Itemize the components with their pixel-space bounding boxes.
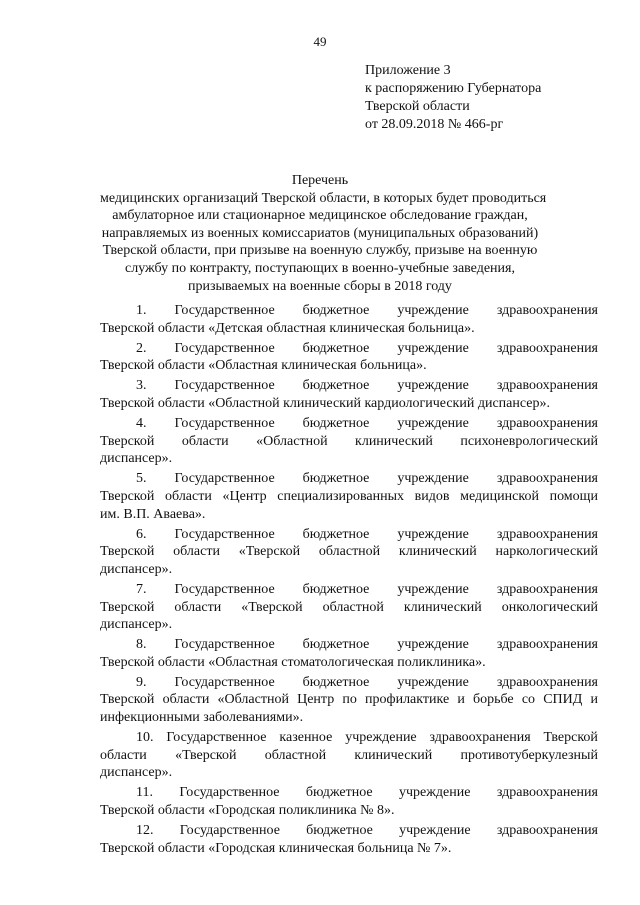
list-item-first-line <box>100 377 598 395</box>
list-item-word: учреждение <box>397 303 469 318</box>
list-item-text: области <box>100 747 147 763</box>
list-item <box>100 470 598 523</box>
list-item-text: клинический <box>398 544 477 560</box>
list-item-word: Государственное <box>174 416 275 432</box>
list-item-line <box>100 433 598 451</box>
list-item-word: учреждение <box>397 674 469 690</box>
list-item-text: клинический <box>403 599 482 615</box>
list-item-word: учреждение <box>399 785 471 801</box>
list-item-text: специализированных <box>277 488 405 504</box>
list-item <box>100 302 598 337</box>
list-item-text: Тверской <box>100 692 155 708</box>
list-item-line <box>100 543 598 561</box>
list-item-word: бюджетное <box>302 378 370 394</box>
list-item-text: профилактике <box>365 692 450 708</box>
list-item-text: области <box>174 599 222 615</box>
list-item-word: учреждение <box>397 526 469 542</box>
list-item-line <box>100 709 598 727</box>
appendix-line: от 28.09.2018 № 466-рг <box>365 117 504 132</box>
list-item-first-line <box>100 581 598 599</box>
list-item-word: Государственное <box>174 378 275 394</box>
list-item-text: Центр <box>297 692 335 708</box>
list-item-word: здравоохранения <box>496 471 598 487</box>
list-item-word: учреждение <box>397 378 469 394</box>
title-line: призываемых на военные сборы в 2018 году <box>188 278 452 294</box>
list-item-text: «Областной <box>217 692 289 708</box>
list-item-word: Государственное <box>179 823 280 839</box>
list-item-text: психоневрологический <box>460 433 598 449</box>
title-heading: Перечень <box>291 173 349 188</box>
list-item-word: учреждение <box>397 471 469 487</box>
list-item-text: диспансер». <box>100 617 173 633</box>
list-item-number: 2. <box>136 340 147 356</box>
list-item-word: здравоохранения <box>496 526 598 542</box>
list-item-text: Тверской <box>100 599 155 615</box>
list-item-text: Тверской области «Областная стоматологическая поликлиника». <box>100 654 486 670</box>
list-item-word: Государственное <box>174 471 275 487</box>
list-item-text: областной <box>264 747 327 763</box>
list-item-text: помощи <box>549 488 598 504</box>
list-item-first-line <box>100 784 598 802</box>
list-item-word: учреждение <box>397 340 469 356</box>
list-item-word: бюджетное <box>302 526 370 542</box>
list-item-text: клинический <box>355 433 433 449</box>
list-item-text: областной <box>322 599 384 615</box>
list-item <box>100 526 598 579</box>
list-item-text: Тверской <box>100 544 155 560</box>
list-item-word: учреждение <box>397 637 469 653</box>
list-item-word: бюджетное <box>302 303 370 318</box>
list-item-first-line <box>100 729 598 747</box>
list-item-number: 11. <box>136 785 153 801</box>
list-item-word: Государственное <box>174 526 275 542</box>
title-line: направляемых из военных комиссариатов (муниципальных образований) <box>101 225 539 241</box>
list-item-text: наркологический <box>495 544 598 560</box>
list-item <box>100 415 598 468</box>
list-item-word: бюджетное <box>302 416 370 432</box>
list-item-text: «Тверской <box>238 544 301 560</box>
list-item-word: здравоохранения <box>496 340 598 356</box>
list-item-text: клинический <box>354 747 433 763</box>
list-item-first-line <box>100 470 598 488</box>
list-item-number: 8. <box>136 637 147 653</box>
list-item-word: Государственное <box>166 730 267 746</box>
list-item-text: Тверской области «Городская клиническая больница № 7». <box>100 840 452 856</box>
list-item-word: учреждение <box>399 823 471 839</box>
list-item-number: 12. <box>136 823 154 839</box>
organization-list <box>100 302 598 860</box>
list-item-word: Государственное <box>174 637 275 653</box>
list-item-text: Тверской области «Областной клинический кардиологический диспансер». <box>100 395 550 411</box>
list-item-word: бюджетное <box>302 340 370 356</box>
list-item-word: Государственное <box>174 581 275 597</box>
appendix-block <box>365 62 541 134</box>
list-item-word: бюджетное <box>302 637 370 653</box>
list-item-word: здравоохранения <box>496 581 598 597</box>
list-item-text: борьбе <box>472 692 514 708</box>
list-item-text: области <box>162 692 210 708</box>
list-item-text: «Тверской <box>175 747 237 763</box>
list-item-word: бюджетное <box>302 471 370 487</box>
list-item-word: здравоохранения <box>496 303 598 318</box>
list-item-line <box>100 599 598 617</box>
list-item-text: области <box>181 433 229 449</box>
list-item-text: диспансер». <box>100 765 173 781</box>
list-item-text: Тверской области «Детская областная клиническая больница». <box>100 320 475 336</box>
list-item-text: Тверской области «Городская поликлиника № 8». <box>100 803 395 819</box>
list-item-first-line <box>100 674 598 692</box>
list-item-text: «Тверской <box>241 599 303 615</box>
list-item-text: по <box>342 692 357 708</box>
list-item-text: областной <box>318 544 381 560</box>
list-item-line <box>100 561 598 579</box>
list-item-word: учреждение <box>397 581 469 597</box>
list-item-number: 4. <box>136 416 147 432</box>
list-item-word: здравоохранения <box>496 637 598 653</box>
list-item-word: здравоохранения <box>429 730 531 746</box>
appendix-line: Тверской области <box>365 99 470 114</box>
list-item-text: и <box>590 692 598 708</box>
list-item-word: бюджетное <box>302 581 370 597</box>
list-item-number: 3. <box>136 378 147 394</box>
list-item <box>100 340 598 375</box>
list-item-first-line <box>100 526 598 544</box>
list-item-text: «Центр <box>222 488 267 504</box>
list-item-word: здравоохранения <box>496 823 598 839</box>
list-item <box>100 636 598 671</box>
list-item-text: им. В.П. Аваева». <box>100 506 206 522</box>
appendix-line: к распоряжению Губернатора <box>365 81 542 96</box>
list-item <box>100 822 598 857</box>
list-item-line <box>100 488 598 506</box>
title-line: службу по контракту, поступающих в военно-учебные заведения, <box>125 260 515 276</box>
list-item <box>100 377 598 412</box>
list-item-word: Государственное <box>179 785 280 801</box>
list-item-text: противотуберкулезный <box>460 747 598 763</box>
list-item-line <box>100 506 598 524</box>
list-item-text: Тверской <box>100 488 155 504</box>
list-item-first-line <box>100 302 598 320</box>
list-item-word: Государственное <box>174 674 275 690</box>
list-item-line <box>100 357 598 375</box>
list-item-text: «Областной <box>256 433 328 449</box>
list-item-number: 7. <box>136 581 147 597</box>
list-item-text: Тверской области «Областная клиническая больница». <box>100 358 427 374</box>
list-item-word: бюджетное <box>305 785 373 801</box>
list-item-first-line <box>100 636 598 654</box>
list-item-text: онкологический <box>501 599 598 615</box>
list-item-text: и <box>457 692 465 708</box>
list-item-first-line <box>100 415 598 433</box>
list-item-number: 10. <box>136 730 154 746</box>
list-item-text: видов <box>414 488 450 504</box>
list-item-line <box>100 747 598 765</box>
list-item <box>100 729 598 782</box>
list-item-word: учреждение <box>397 416 469 432</box>
list-item-line <box>100 395 598 413</box>
list-item-line <box>100 840 598 858</box>
list-item-text: инфекционными заболеваниями». <box>100 710 304 726</box>
list-item-text: Тверской <box>100 433 155 449</box>
title-line: амбулаторное или стационарное медицинское обследование граждан, <box>112 208 528 224</box>
list-item-line <box>100 764 598 782</box>
list-item-number: 6. <box>136 526 147 542</box>
list-item-line <box>100 616 598 634</box>
title-line: медицинских организаций Тверской области, в которых будет проводиться <box>100 190 547 206</box>
list-item-word: здравоохранения <box>496 785 598 801</box>
list-item-text: области <box>173 544 220 560</box>
list-item-line <box>100 654 598 672</box>
list-item-word: Государственное <box>174 340 275 356</box>
list-item-line <box>100 802 598 820</box>
list-item <box>100 581 598 634</box>
list-item-number: 9. <box>136 674 147 690</box>
title-line: Тверской области, при призыве на военную службу, призыве на военную <box>102 243 538 259</box>
list-item-line <box>100 691 598 709</box>
document-title <box>100 172 547 295</box>
list-item-first-line <box>100 340 598 358</box>
list-item-text: диспансер». <box>100 561 173 577</box>
list-item-text: СПИД <box>543 692 583 708</box>
list-item-word: бюджетное <box>302 674 370 690</box>
list-item-text: области <box>165 488 212 504</box>
list-item-text: со <box>521 692 536 708</box>
list-item-number: 1. <box>136 303 147 318</box>
list-item-word: Государственное <box>174 303 275 318</box>
appendix-line: Приложение 3 <box>365 63 451 78</box>
list-item-word: здравоохранения <box>496 378 598 394</box>
list-item-line <box>100 450 598 468</box>
list-item-text: диспансер». <box>100 451 173 467</box>
list-item <box>100 784 598 819</box>
list-item-word: бюджетное <box>306 823 373 839</box>
list-item-word: казенное <box>279 730 333 746</box>
list-item <box>100 674 598 727</box>
list-item-word: здравоохранения <box>496 674 598 690</box>
list-item-word: здравоохранения <box>496 416 598 432</box>
page-number: 49 <box>313 34 327 49</box>
list-item-word: Тверской <box>543 730 598 746</box>
list-item-line <box>100 320 598 338</box>
list-item-number: 5. <box>136 471 147 487</box>
list-item-word: учреждение <box>345 730 417 746</box>
list-item-text: медицинской <box>460 488 539 504</box>
list-item-first-line <box>100 822 598 840</box>
